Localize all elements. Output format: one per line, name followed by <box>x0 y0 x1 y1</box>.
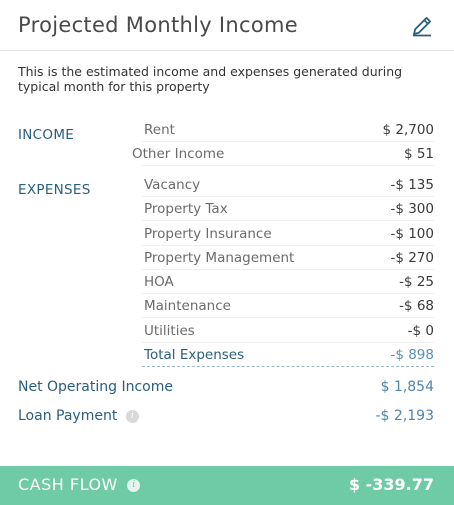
noi-value: $ 1,854 <box>380 379 434 395</box>
expense-row-value: -$ 0 <box>407 323 434 339</box>
expense-row-label: HOA <box>144 274 174 290</box>
card-title: Projected Monthly Income <box>18 13 299 37</box>
expense-row-label: Maintenance <box>144 298 231 314</box>
expense-row-label: Property Insurance <box>144 226 272 242</box>
cash-flow-label: CASH FLOW <box>18 475 118 494</box>
expense-row-label: Utilities <box>144 323 195 339</box>
total-expenses-row <box>132 345 434 367</box>
expense-row-label: Property Tax <box>144 201 228 217</box>
expenses-section-label: EXPENSES <box>18 182 91 198</box>
card-description: This is the estimated income and expenses generated during typical month for this property <box>18 64 403 94</box>
income-row <box>132 144 434 166</box>
expense-row-value: -$ 270 <box>390 250 434 266</box>
income-row-value: $ 51 <box>403 146 434 162</box>
edit-button[interactable] <box>410 14 434 38</box>
income-row-value: $ 2,700 <box>382 122 434 138</box>
expense-row <box>132 272 434 294</box>
expense-row <box>132 248 434 270</box>
loan-payment-label: Loan Payment <box>18 408 118 424</box>
expense-row-value: -$ 68 <box>399 298 434 314</box>
income-row-label: Other Income <box>132 146 225 162</box>
expense-row <box>132 199 434 221</box>
card-header <box>0 0 454 51</box>
income-row-label: Rent <box>144 122 175 138</box>
income-section-label: INCOME <box>18 127 75 143</box>
expense-row <box>132 175 434 197</box>
expense-row-value: -$ 100 <box>390 226 434 242</box>
loan-payment-label-wrap <box>18 408 139 424</box>
income-row <box>132 120 434 142</box>
expense-row-label: Property Management <box>144 250 295 266</box>
expense-row-value: -$ 135 <box>390 177 434 193</box>
expense-row <box>132 321 434 343</box>
loan-payment-value: -$ 2,193 <box>375 408 434 424</box>
info-icon[interactable]: i <box>126 410 139 423</box>
expense-row <box>132 296 434 318</box>
noi-label: Net Operating Income <box>18 379 173 395</box>
expense-row <box>132 224 434 246</box>
cash-flow-label-wrap <box>18 475 140 494</box>
expense-row-value: -$ 300 <box>390 201 434 217</box>
pencil-icon <box>410 14 434 38</box>
total-expenses-value: -$ 898 <box>390 347 434 363</box>
expense-row-label: Vacancy <box>144 177 201 193</box>
total-expenses-label: Total Expenses <box>144 347 245 363</box>
expense-row-value: -$ 25 <box>399 274 434 290</box>
cash-flow-value: $ -339.77 <box>348 475 434 494</box>
cash-flow-bar <box>0 466 454 505</box>
info-icon[interactable]: i <box>127 479 140 492</box>
